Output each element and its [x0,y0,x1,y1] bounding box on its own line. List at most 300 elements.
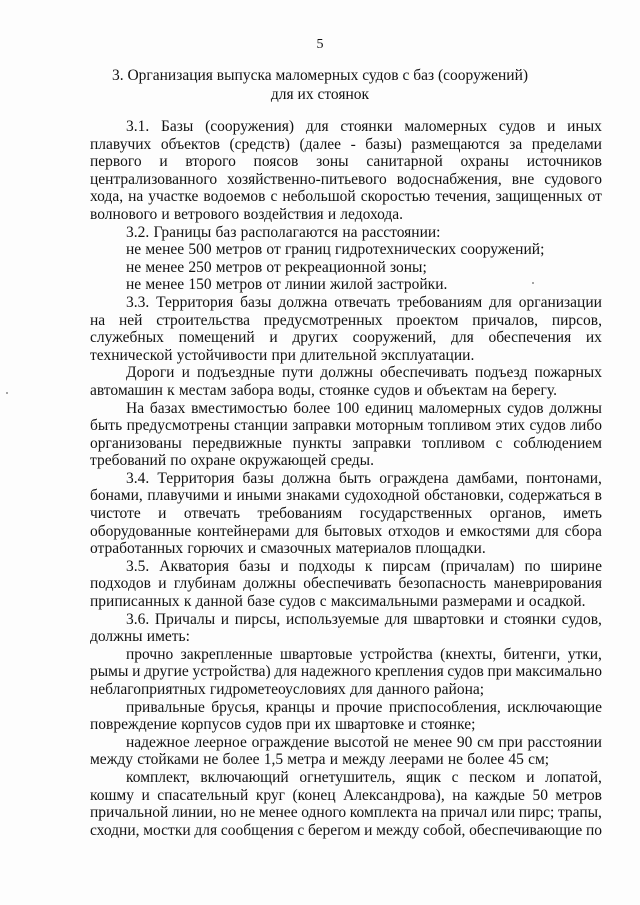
text-line [90,787,602,805]
word: отработанных [90,540,184,558]
word: сообщения [220,821,294,839]
word: и [280,557,289,575]
word: границ [284,241,331,259]
word: устойчивости [176,346,268,364]
word: одного [301,804,347,822]
word: площадки. [415,540,486,558]
word: объектам [426,381,488,399]
word: Акватория [159,557,230,575]
word: плавучими [147,487,220,505]
word: для [349,681,373,698]
word: 150 [188,276,212,294]
word: для [384,610,408,628]
text-line [90,294,602,312]
section-title-line-2: для их стоянок [270,86,370,103]
word: требованиям [397,293,483,311]
word: рымы [90,663,129,681]
word: зоны; [389,258,427,276]
word: Границы [153,223,212,241]
text-line [90,224,602,242]
word: первого [90,153,142,171]
text-line [90,171,602,189]
word: и [132,663,141,681]
word: но [220,804,237,822]
text-line [90,241,602,259]
word: от [266,258,281,276]
word: располагаются [240,223,339,241]
word: швартовке [334,716,405,734]
text-line [90,646,602,664]
word: другие [144,663,189,681]
word: небольшой [282,188,356,206]
word: данного [376,681,430,698]
word: и [247,540,257,558]
word: отвечать [334,293,391,311]
word: к [183,593,192,611]
text-line [90,558,602,576]
word: гидротехнических [335,241,457,259]
word: соблюдением [513,434,602,452]
word: метра [287,751,326,769]
word: используемые [285,610,380,628]
word: и [408,716,417,734]
word: либо [570,417,602,435]
text-line [90,435,602,453]
word: топливом [421,434,485,452]
word: санитарной [366,153,443,171]
word: более [467,751,505,769]
word: не [393,733,409,751]
word: смазочных [260,540,332,558]
word: обеспечивать [303,575,392,593]
word: судов [373,381,410,399]
word: - [350,135,356,153]
text-line [90,329,602,347]
word: должны [243,575,296,593]
word: базах [149,399,186,417]
word: организованы [90,434,182,452]
text-line [90,593,602,611]
text-line [90,153,602,171]
word: и [223,487,232,505]
text-line [90,769,602,787]
text-line [90,417,602,435]
word: судов [498,118,536,135]
word: иметь [563,505,602,523]
word: с [451,768,459,786]
word: базы [242,469,274,487]
word: и [329,751,339,769]
word: забора [230,381,274,399]
word: иметь: [146,628,190,646]
word: корпусов [181,716,242,734]
word: привальные [126,698,205,716]
word: максимально [515,663,602,681]
word: метров [215,241,263,259]
scan-speck [532,282,534,284]
word: для [450,329,474,347]
page-number: 5 [316,37,324,52]
text-line [90,487,602,505]
word: хозяйственно-питьевого [227,170,387,188]
text-line [90,523,602,541]
word: отвечать [183,505,241,523]
word: второго [185,153,236,171]
word: воды, [278,381,315,399]
word: с [297,821,305,839]
word: подходы [298,557,355,575]
word: на [421,804,437,822]
word: бонами, [90,487,143,505]
document-body [90,118,602,839]
word: неблагоприятных [90,681,206,698]
text-line [90,364,602,382]
word: материалов [335,540,412,558]
text-line [90,259,602,277]
word: 3.2. [126,223,150,241]
section-title-line-1: 3. Организация выпуска маломерных судов с баз (сооружений) [111,67,529,84]
text-line [90,681,602,699]
word: не [240,804,256,822]
word: к [364,557,373,575]
word: надежное [126,733,190,751]
word: высотой [333,733,389,751]
text-line [90,663,602,681]
word: круг [255,786,285,804]
word: 100 [336,399,360,417]
word: (далее [299,135,342,153]
word: кранцы [265,698,315,716]
word: гидрометеоусловиях [209,681,346,698]
word: трапы, [557,804,602,822]
word: технической [90,346,173,364]
word: берегу. [511,381,557,399]
word: пути [282,364,314,382]
word: и [158,505,167,523]
word: леерное [194,733,247,751]
word: исключающие [507,698,602,716]
word: по [585,821,602,839]
text-line [90,206,602,224]
word: охране [190,452,236,470]
word: стоянки [503,610,556,628]
word: баз [215,223,237,241]
word: участке [148,188,199,206]
word: судов, [561,610,602,628]
word: спасательный [157,786,249,804]
word: контейнерами [197,522,290,540]
word: ограждение [251,733,330,751]
word: каждые [474,786,525,804]
word: линии, [171,804,217,822]
word: ветрового [173,205,240,223]
word: прочно [126,645,174,663]
word: при [487,663,512,681]
word: Причалы [154,610,216,628]
word: топливом [427,417,492,435]
word: для [489,293,512,311]
word: менее [145,241,185,259]
word: воздействия [243,205,324,223]
word: не [126,276,142,294]
word: ней [118,311,143,329]
text-line [90,611,602,629]
word: огнетушитель, [299,768,396,786]
word: станции [233,417,288,435]
word: расстоянии [527,733,602,751]
word: между [90,751,134,769]
word: отходов [388,522,440,540]
word: других [292,329,338,347]
text-line [90,452,602,470]
word: заправки [352,434,412,452]
word: подъездные [197,364,275,382]
word: (причалам) [440,557,515,575]
word: передвижные [192,434,282,452]
word: с [319,593,327,611]
word: содержаться [508,487,591,505]
word: прочие [336,698,383,716]
word: приписанных [90,593,180,611]
text-line [90,118,602,136]
word: 500 [188,241,212,259]
word: водоемов [203,188,266,206]
word: между [376,821,420,839]
word: судов [447,663,484,681]
text-line [90,188,602,206]
word: для [535,522,559,540]
word: понтонами, [526,469,602,487]
word: должны [320,364,373,382]
word: с [495,434,503,452]
word: от [266,241,281,259]
word: и [159,153,168,171]
word: волнового [90,205,158,223]
word: для [194,821,218,839]
word: менее [145,276,185,294]
word: источников [526,153,602,171]
text-line [90,400,602,418]
word: водоснабжения, [396,170,502,188]
word: глубинам [173,575,236,593]
word: швартовые [279,645,353,663]
word: быть [90,417,123,435]
word: менее [145,258,185,276]
word: обеспечивать [380,364,468,382]
word: с [270,188,278,206]
text-line [90,312,602,330]
word: района; [433,681,485,698]
word: окружающей [239,452,327,470]
word: организации [518,293,602,311]
word: не [447,751,464,769]
word: см [477,733,494,751]
text-line [90,822,602,840]
word: на [128,188,144,206]
word: пирсы, [234,610,281,628]
word: и [141,786,150,804]
word: не [203,751,219,769]
word: размерами [442,593,513,611]
word: к [167,381,175,399]
word: должна [278,293,328,311]
word: и [327,205,337,223]
word: зоны [316,153,349,171]
word: повреждение [90,716,177,734]
word: Базы [161,118,194,135]
word: кошму [90,786,134,804]
word: их [585,329,602,347]
word: за [509,135,523,153]
word: базы [239,557,271,575]
word: включающий [200,768,289,786]
word: размещаются [411,135,500,153]
word: местам [178,381,227,399]
word: устройства) [192,663,271,681]
word: песком [469,768,516,786]
word: расстоянии: [361,223,441,241]
text-line [90,804,602,822]
word: от [266,276,281,294]
word: линии [284,276,326,294]
text-line [90,575,602,593]
text-line [90,276,602,294]
word: пирс; [518,804,555,822]
word: органов, [489,505,546,523]
word: емкостями [459,522,531,540]
word: обеспечивающие [469,821,583,839]
word: и [516,593,525,611]
word: поясов [253,153,299,171]
word: при [286,716,311,734]
word: от [587,188,602,206]
word: заправки [292,417,352,435]
word: бытовых [324,522,383,540]
word: крепления [374,663,444,681]
word: маломерных [404,118,488,135]
word: Территория [156,293,234,311]
word: максимальными [330,593,439,611]
word: базе [247,593,275,611]
word: метров [215,258,263,276]
text-line [90,347,602,365]
text-line [90,716,602,734]
word: и [547,118,556,135]
word: 3.3. [126,293,150,311]
word: базы) [365,135,402,153]
word: на [90,311,106,329]
word: обеспечения [488,329,572,347]
word: и [161,205,170,223]
word: для [305,118,329,135]
word: базы [240,293,272,311]
word: знаками [286,487,340,505]
word: горючих [187,540,244,558]
word: судов [245,716,282,734]
word: и [269,329,278,347]
word: леерами [389,751,444,769]
word: должны [90,628,143,646]
text-line [90,751,602,769]
text-line [90,382,602,400]
word: их [314,716,331,734]
word: сооружений; [460,241,545,259]
word: жилой [330,276,373,294]
word: объектов [160,135,220,153]
word: плавучих [90,135,152,153]
word: чистоте [90,505,141,523]
word: на [491,381,508,399]
text-line [90,470,602,488]
word: защищенных [495,188,583,206]
word: пределами [531,135,602,153]
word: менее [258,804,298,822]
word: маневрирования [493,575,602,593]
word: быть [338,469,372,487]
word: ограждена [379,469,449,487]
word: обстановки, [424,487,504,505]
word: причальной [90,804,169,822]
word: швартовки [413,610,485,628]
word: судов [279,593,316,611]
word: скоростью [360,188,431,206]
word: и [220,610,230,628]
word: комплекта [349,804,418,822]
word: судов [507,399,544,417]
word: для [295,522,319,540]
word: хода, [90,188,124,206]
word: 3.6. [126,610,150,628]
word: и [445,522,455,540]
word: должны [549,399,602,417]
word: должна [281,469,331,487]
word: по [170,452,187,470]
word: стоянке; [420,716,476,734]
word: вне [511,170,535,188]
word: предусмотренных [263,311,383,329]
word: и [526,768,535,786]
text-line [90,699,602,717]
text-line [90,136,602,154]
word: среды. [330,452,374,470]
word: ящик [406,768,442,786]
word: течения, [435,188,491,206]
word: длительной [300,346,377,364]
word: при [498,733,523,751]
text-line [90,540,602,558]
word: судового [544,170,602,188]
word: собой, [422,821,466,839]
word: осадкой. [528,593,586,611]
word: битенги, [503,645,561,663]
word: Территория [157,469,235,487]
word: 3.1. [126,118,150,135]
word: и [321,698,330,716]
word: вместимостью [191,399,288,417]
word: при [271,346,296,364]
word: между [342,751,386,769]
word: мостки [143,821,191,839]
word: сходни, [90,821,140,839]
word: подъезд [475,364,528,382]
word: застройки. [377,276,448,294]
word: помещений [178,329,255,347]
word: устройства [359,645,433,663]
text-line [90,505,602,523]
word: более [293,399,331,417]
word: (сооружения) [205,118,295,135]
word: оборудованные [90,522,192,540]
